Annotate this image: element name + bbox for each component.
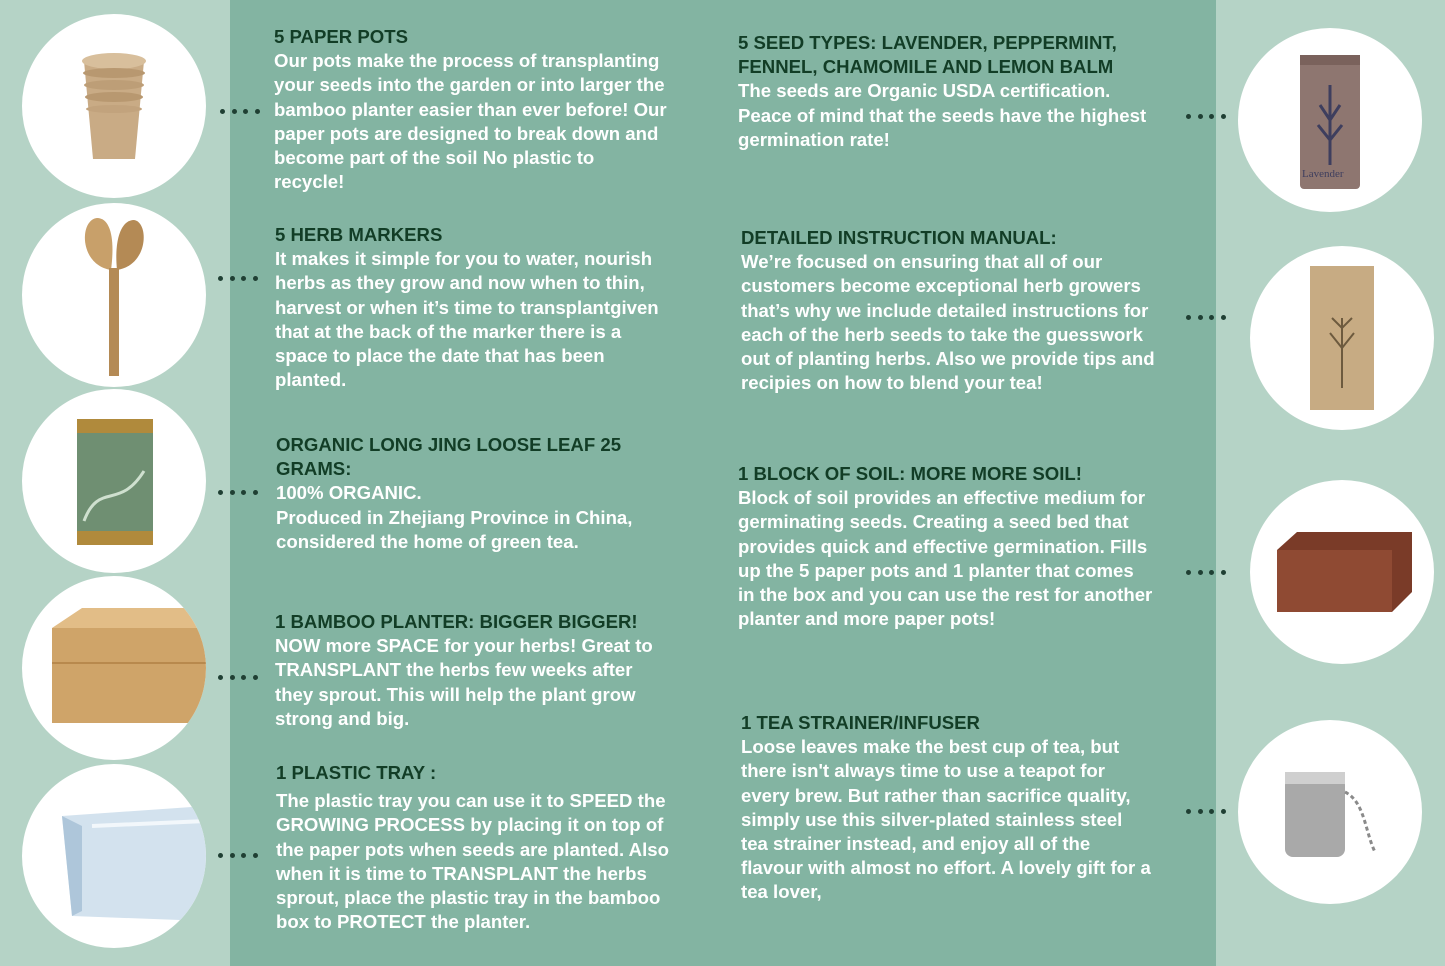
section-line: bamboo planter easier than ever before! Our (274, 98, 667, 120)
connector-dots (218, 276, 258, 282)
section-line: they sprout. This will help the plant grow (275, 683, 636, 705)
section-line: germination rate! (738, 128, 890, 150)
section-title: 5 SEED TYPES: LAVENDER, PEPPERMINT, (738, 32, 1117, 53)
section-line: that at the back of the marker there is a (275, 320, 622, 342)
section-line: tea lover, (741, 881, 822, 903)
section-title: 5 HERB MARKERS (275, 224, 443, 245)
section-line: out of planting herbs. Also we provide tips and (741, 348, 1155, 370)
connector-dots (1186, 570, 1226, 576)
herb-markers-section (275, 223, 659, 392)
section-line: box to PROTECT the planter. (276, 911, 531, 933)
section-line: The seeds are Organic USDA certification. (738, 80, 1111, 102)
section-line: Peace of mind that the seeds have the highest (738, 104, 1147, 126)
section-title-line2: FENNEL, CHAMOMILE AND LEMON BALM (738, 56, 1114, 78)
connector-dots (220, 109, 260, 115)
section-line: 100% ORGANIC. (276, 482, 422, 504)
soil-block-section (738, 462, 1152, 631)
section-line: that’s why we include detailed instructions for (741, 299, 1149, 321)
plastic-tray-section (276, 761, 669, 934)
soil-block-icon (1267, 522, 1417, 622)
paper-pots-circle (22, 14, 206, 198)
section-line: paper pots are designed to break down and (274, 122, 659, 144)
section-line: customers become exceptional herb growers (741, 275, 1141, 297)
tea-strainer-section (741, 711, 1151, 905)
tea-strainer-icon (1255, 742, 1405, 882)
section-line: recycle! (274, 171, 345, 193)
section-title-line2: GRAMS: (276, 458, 352, 480)
section-line: harvest or when it’s time to transplantgiven (275, 296, 659, 318)
section-line: Loose leaves make the best cup of tea, but (741, 736, 1120, 758)
section-line: herbs as they grow and now when to thin, (275, 272, 645, 294)
tea-strainer-circle (1238, 720, 1422, 904)
section-line: when it is time to TRANSPLANT the herbs (276, 862, 647, 884)
instruction-manual-circle (1250, 246, 1434, 430)
section-line: the paper pots when seeds are planted. Also (276, 838, 669, 860)
instruction-manual-section (741, 226, 1155, 395)
tea-tin-icon (39, 401, 189, 561)
section-line: GROWING PROCESS by placing it on top of (276, 814, 664, 836)
seed-types-section (738, 31, 1146, 152)
section-line: It makes it simple for you to water, nourish (275, 248, 653, 270)
section-line: Produced in Zhejiang Province in China, (276, 506, 633, 528)
plastic-tray-icon (22, 786, 206, 926)
paper-pots-section (274, 25, 667, 194)
connector-dots (1186, 809, 1226, 815)
section-line: space to place the date that has been (275, 345, 605, 367)
connector-dots (1186, 114, 1226, 120)
instruction-manual-icon (1292, 258, 1392, 418)
section-title: 1 PLASTIC TRAY : (276, 762, 437, 783)
seed-tube-label: Lavender (1302, 168, 1344, 180)
section-title: DETAILED INSTRUCTION MANUAL: (741, 227, 1057, 248)
section-line: The plastic tray you can use it to SPEED the (276, 790, 666, 812)
plastic-tray-circle (22, 764, 206, 948)
connector-dots (1186, 315, 1226, 321)
section-line: your seeds into the garden or into larger the (274, 74, 665, 96)
herb-marker-icon (39, 210, 189, 380)
long-jing-section (276, 433, 632, 554)
section-line: become part of the soil No plastic to (274, 147, 595, 169)
section-line: considered the home of green tea. (276, 530, 579, 552)
section-line: planter and more paper pots! (738, 608, 996, 630)
section-title: ORGANIC LONG JING LOOSE LEAF 25 (276, 434, 622, 455)
seed-tube-circle (1238, 28, 1422, 212)
connector-dots (218, 675, 258, 681)
section-title: 1 TEA STRAINER/INFUSER (741, 712, 980, 733)
section-line: TRANSPLANT the herbs few weeks after (275, 659, 633, 681)
section-line: planted. (275, 369, 347, 391)
bamboo-planter-section (275, 610, 653, 731)
section-line: strong and big. (275, 707, 410, 729)
section-title: 1 BLOCK OF SOIL: MORE MORE SOIL! (738, 463, 1082, 484)
soil-block-circle (1250, 480, 1434, 664)
section-line: recipies on how to blend your tea! (741, 372, 1043, 394)
connector-dots (218, 490, 258, 496)
section-line: each of the herb seeds to take the guesswork (741, 323, 1143, 345)
section-line: sprout, place the plastic tray in the bamboo (276, 887, 661, 909)
section-line: flavour with almost no effort. A lovely gift for a (741, 857, 1151, 879)
section-line: there isn't always time to use a teapot for (741, 760, 1105, 782)
section-line: simply use this silver-plated stainless steel (741, 808, 1123, 830)
bamboo-planter-icon (22, 598, 206, 738)
paper-pots-icon (39, 31, 189, 181)
section-line: tea strainer instead, and enjoy all of the (741, 833, 1091, 855)
connector-dots (218, 853, 258, 859)
section-title: 1 BAMBOO PLANTER: BIGGER BIGGER! (275, 611, 638, 632)
bamboo-planter-circle (22, 576, 206, 760)
section-line: We’re focused on ensuring that all of our (741, 251, 1103, 273)
section-line: provides quick and effective germination. Fills (738, 535, 1148, 557)
section-line: in the box and you can use the rest for another (738, 584, 1153, 606)
section-line: up the 5 paper pots and 1 planter that comes (738, 559, 1134, 581)
section-title: 5 PAPER POTS (274, 26, 408, 47)
section-line: germinating seeds. Creating a seed bed that (738, 511, 1129, 533)
tea-tin-circle (22, 389, 206, 573)
section-line: Block of soil provides an effective medium for (738, 487, 1146, 509)
section-line: NOW more SPACE for your herbs! Great to (275, 635, 653, 657)
section-line: Our pots make the process of transplanting (274, 50, 660, 72)
herb-marker-circle (22, 203, 206, 387)
section-line: every brew. But rather than sacrifice quality, (741, 784, 1131, 806)
